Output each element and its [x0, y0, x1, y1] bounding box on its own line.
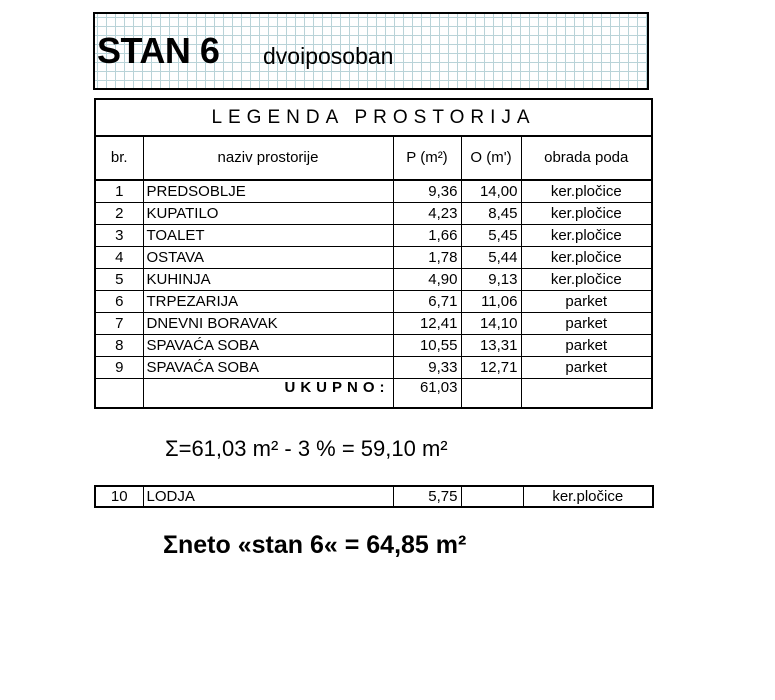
room-floor: parket — [521, 335, 652, 357]
col-header-area: P (m²) — [393, 136, 461, 180]
room-perimeter: 5,45 — [461, 225, 521, 247]
room-floor: ker.pločice — [521, 180, 652, 203]
table-row — [95, 335, 652, 357]
col-header-number: br. — [95, 136, 143, 180]
room-floor: ker.pločice — [521, 269, 652, 291]
room-area: 5,75 — [393, 486, 461, 507]
total-empty-cell — [95, 379, 143, 409]
room-area: 10,55 — [393, 335, 461, 357]
table-row — [95, 269, 652, 291]
total-label: UKUPNO: — [143, 379, 393, 409]
room-name: KUPATILO — [143, 203, 393, 225]
table-row — [95, 203, 652, 225]
total-empty-cell — [521, 379, 652, 409]
room-floor: ker.pločice — [523, 486, 653, 507]
room-area: 4,23 — [393, 203, 461, 225]
table-header-row — [95, 136, 652, 180]
table-row — [95, 225, 652, 247]
room-name: KUHINJA — [143, 269, 393, 291]
room-number: 6 — [95, 291, 143, 313]
net-area-total: Σneto «stan 6« = 64,85 m² — [163, 531, 467, 559]
table-row — [95, 180, 652, 203]
room-number: 8 — [95, 335, 143, 357]
room-area: 1,66 — [393, 225, 461, 247]
table-row — [95, 247, 652, 269]
room-perimeter: 12,71 — [461, 357, 521, 379]
table-row — [95, 357, 652, 379]
room-floor: ker.pločice — [521, 203, 652, 225]
table-row — [95, 291, 652, 313]
apartment-type: dvoiposoban — [263, 43, 394, 69]
room-number: 4 — [95, 247, 143, 269]
room-perimeter: 14,00 — [461, 180, 521, 203]
col-header-perimeter: O (m') — [461, 136, 521, 180]
room-floor: ker.pločice — [521, 225, 652, 247]
room-area: 9,33 — [393, 357, 461, 379]
legend-title: LEGENDA PROSTORIJA — [95, 99, 652, 136]
room-name: DNEVNI BORAVAK — [143, 313, 393, 335]
room-name: SPAVAĆA SOBA — [143, 357, 393, 379]
total-empty-cell — [461, 379, 521, 409]
room-area: 12,41 — [393, 313, 461, 335]
room-name: TOALET — [143, 225, 393, 247]
room-perimeter: 14,10 — [461, 313, 521, 335]
room-perimeter: 9,13 — [461, 269, 521, 291]
room-floor: parket — [521, 357, 652, 379]
room-name: OSTAVA — [143, 247, 393, 269]
room-perimeter: 11,06 — [461, 291, 521, 313]
room-perimeter: 13,31 — [461, 335, 521, 357]
col-header-floor-finish: obrada poda — [521, 136, 652, 180]
room-number: 9 — [95, 357, 143, 379]
apartment-title-box — [93, 12, 649, 90]
room-area: 9,36 — [393, 180, 461, 203]
room-number: 2 — [95, 203, 143, 225]
room-perimeter: 5,44 — [461, 247, 521, 269]
total-area: 61,03 — [393, 379, 461, 409]
room-area: 4,90 — [393, 269, 461, 291]
room-name: LODJA — [143, 486, 393, 507]
extra-room-table — [94, 485, 654, 508]
apartment-title: STAN 6 — [97, 30, 220, 71]
table-row — [95, 313, 652, 335]
room-area: 6,71 — [393, 291, 461, 313]
room-number: 7 — [95, 313, 143, 335]
area-reduction-formula: Σ=61,03 m² - 3 % = 59,10 m² — [165, 436, 448, 461]
room-name: PREDSOBLJE — [143, 180, 393, 203]
room-number: 3 — [95, 225, 143, 247]
room-number: 10 — [95, 486, 143, 507]
total-row — [95, 379, 652, 409]
room-perimeter — [461, 486, 523, 507]
room-number: 1 — [95, 180, 143, 203]
room-floor: parket — [521, 313, 652, 335]
room-floor: parket — [521, 291, 652, 313]
room-floor: ker.pločice — [521, 247, 652, 269]
room-number: 5 — [95, 269, 143, 291]
col-header-room-name: naziv prostorije — [143, 136, 393, 180]
room-name: SPAVAĆA SOBA — [143, 335, 393, 357]
room-area: 1,78 — [393, 247, 461, 269]
room-legend-table — [94, 98, 653, 409]
table-row — [95, 486, 653, 507]
room-perimeter: 8,45 — [461, 203, 521, 225]
room-name: TRPEZARIJA — [143, 291, 393, 313]
